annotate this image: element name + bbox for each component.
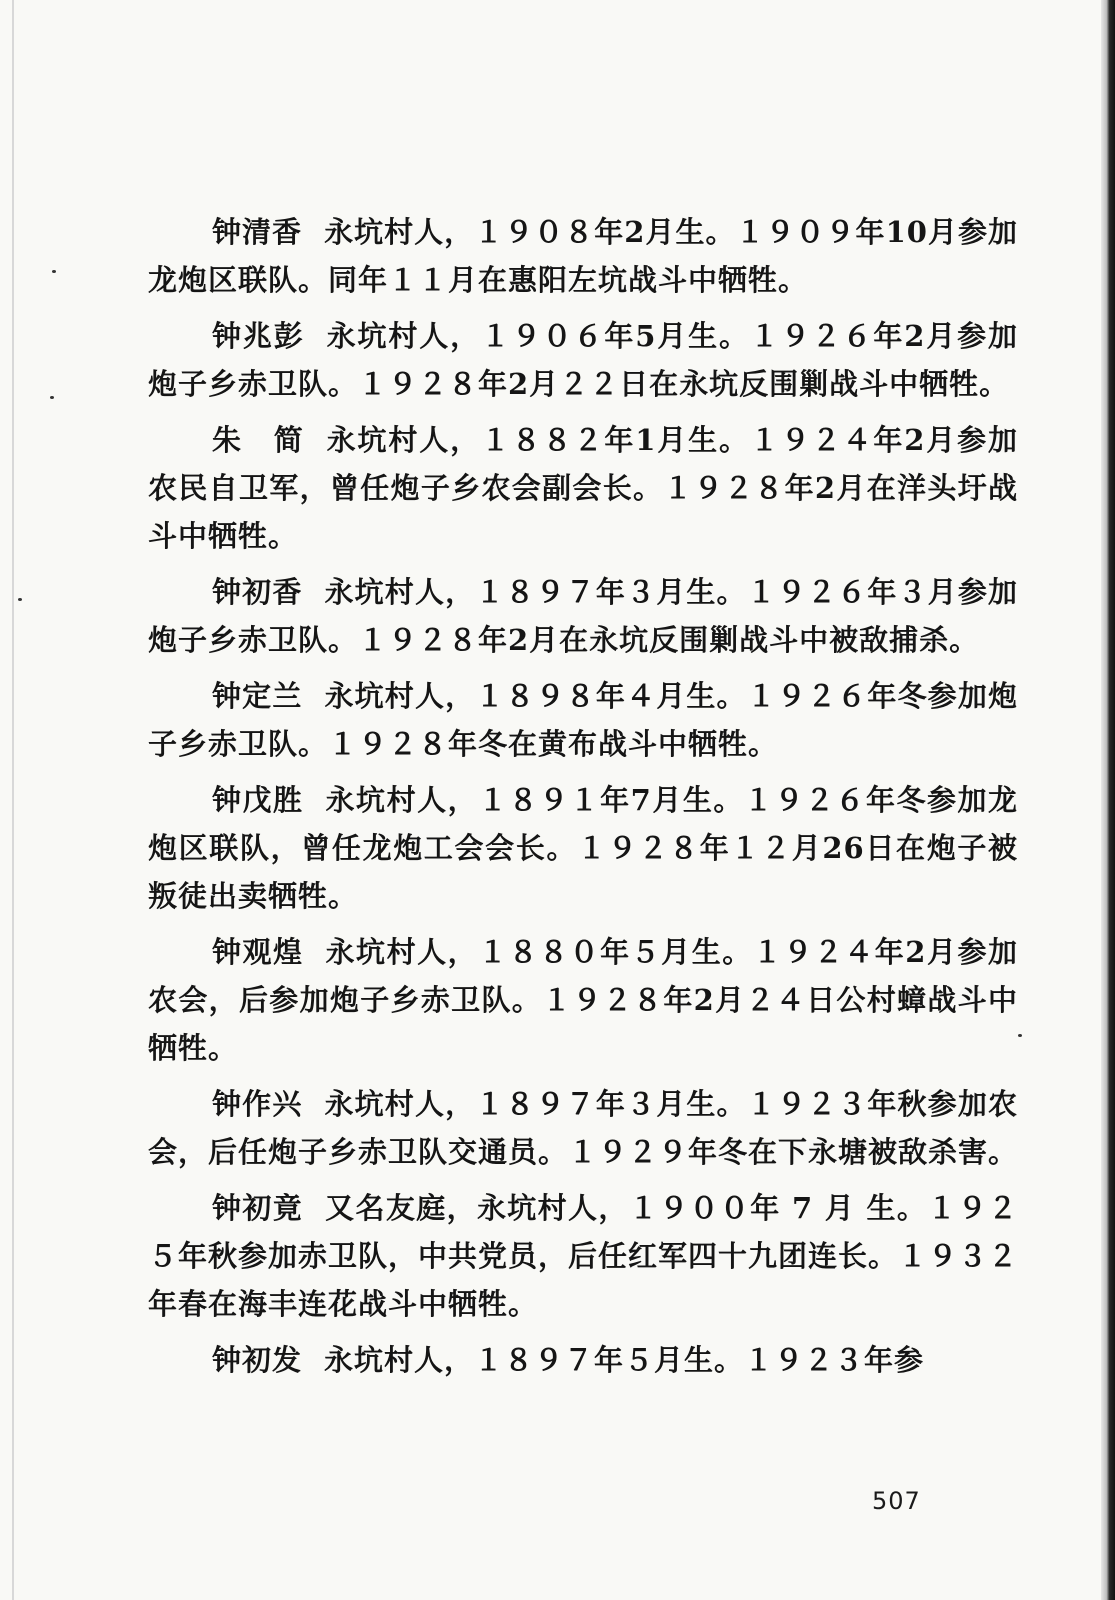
biography-entry — [148, 416, 1018, 560]
document-body — [148, 208, 1018, 1392]
biography-text: 又名友庭，永坑村人，１９００年 7 月 生。１９２５年秋参加赤卫队，中共党员，后任红军四十九团连长。１９３２年春在海丰连花战斗中牺牲。 — [148, 1191, 1019, 1321]
biography-text: 永坑村人，１８８２年1月生。１９２４年2月参加农民自卫军，曾任炮子乡农会副会长。１９２８年2月在洋头圩战斗中牺牲。 — [148, 423, 1018, 553]
scan-speck — [1018, 1034, 1022, 1037]
biography-entry — [148, 1080, 1018, 1176]
person-name: 钟作兴 — [212, 1087, 303, 1121]
person-name: 钟初发 — [212, 1343, 303, 1377]
biography-entry — [148, 928, 1018, 1072]
biography-entry — [148, 672, 1018, 768]
biography-entry — [148, 568, 1018, 664]
person-name: 钟定兰 — [212, 679, 303, 713]
biography-entry — [148, 312, 1018, 408]
scan-edge-left — [12, 0, 14, 1600]
person-name: 朱 简 — [212, 423, 305, 457]
scan-edge-right — [1101, 0, 1115, 1600]
biography-text: 永坑村人，１８９７年３月生。１９２３年秋参加农会，后任炮子乡赤卫队交通员。１９２９年冬在下永塘被敌杀害。 — [148, 1087, 1019, 1169]
scan-speck — [52, 270, 56, 273]
biography-entry — [148, 1336, 1018, 1384]
scan-speck — [18, 598, 22, 601]
biography-entry — [148, 208, 1018, 304]
biography-text: 永坑村人，１９０８年2月生。１９０９年10月参加龙炮区联队。同年１１月在惠阳左坑战斗中牺牲。 — [148, 215, 1018, 297]
person-name: 钟清香 — [212, 215, 303, 249]
scan-speck — [50, 396, 54, 399]
biography-text: 永坑村人，１９０６年5月生。１９２６年2月参加炮子乡赤卫队。１９２８年2月２２日在永坑反围剿战斗中牺牲。 — [148, 319, 1018, 401]
person-name: 钟戊胜 — [212, 783, 304, 817]
biography-entry — [148, 776, 1018, 920]
person-name: 钟观煌 — [212, 935, 304, 969]
person-name: 钟初竟 — [212, 1191, 304, 1225]
person-name: 钟兆彭 — [212, 319, 305, 353]
biography-text: 永坑村人，１８９７年５月生。１９２３年参 — [324, 1343, 925, 1377]
biography-text: 永坑村人，１８９７年３月生。１９２６年３月参加炮子乡赤卫队。１９２８年2月在永坑反围剿战斗中被敌捕杀。 — [148, 575, 1018, 657]
page-number: 507 — [872, 1487, 921, 1515]
biography-text: 永坑村人，１８９１年7月生。１９２６年冬参加龙炮区联队，曾任龙炮工会会长。１９２８年１２月26日在炮子被叛徒出卖牺牲。 — [148, 783, 1018, 913]
biography-entry — [148, 1184, 1018, 1328]
person-name: 钟初香 — [212, 575, 303, 609]
biography-text: 永坑村人，１８８０年５月生。１９２４年2月参加农会，后参加炮子乡赤卫队。１９２８年2月２４日公村蟑战斗中牺牲。 — [148, 935, 1018, 1065]
biography-text: 永坑村人，１８９８年４月生。１９２６年冬参加炮子乡赤卫队。１９２８年冬在黄布战斗中牺牲。 — [148, 679, 1018, 761]
